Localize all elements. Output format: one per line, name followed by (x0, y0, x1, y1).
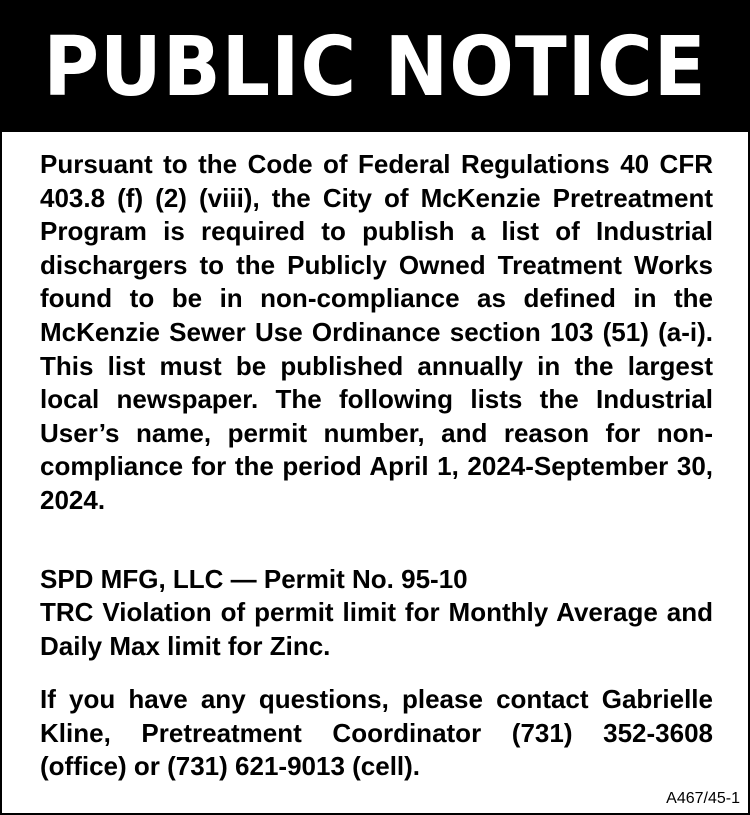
violation-description: TRC Violation of permit limit for Monthly Average and Daily Max limit for Zinc. (40, 597, 713, 661)
contact-paragraph: If you have any questions, please contact Gabrielle Kline, Pretreatment Coordinator (731) 352-3608 (office) or (731) 621-9013 (cell). (40, 684, 713, 782)
intro-paragraph: Pursuant to the Code of Federal Regulations 40 CFR 403.8 (f) (2) (viii), the City of McKenzie Pretreatment Program is required to publish a list of Industrial dischargers to the Publicly Owned Treatment Works found to be in non-compliance as defined in the McKenzie Sewer Use Ordinance section 103 (51) (a-i). This list must be published annually in the largest local newspaper. The following lists the Industrial User’s name, permit number, and reason for non-compliance for the period April 1, 2024-September 30, 2024. (40, 149, 713, 515)
notice-header (2, 2, 748, 132)
reference-code: A467/45-1 (666, 790, 740, 807)
violator-line: SPD MFG, LLC — Permit No. 95-10 (40, 564, 468, 594)
notice-title: PUBLIC NOTICE (43, 18, 707, 115)
